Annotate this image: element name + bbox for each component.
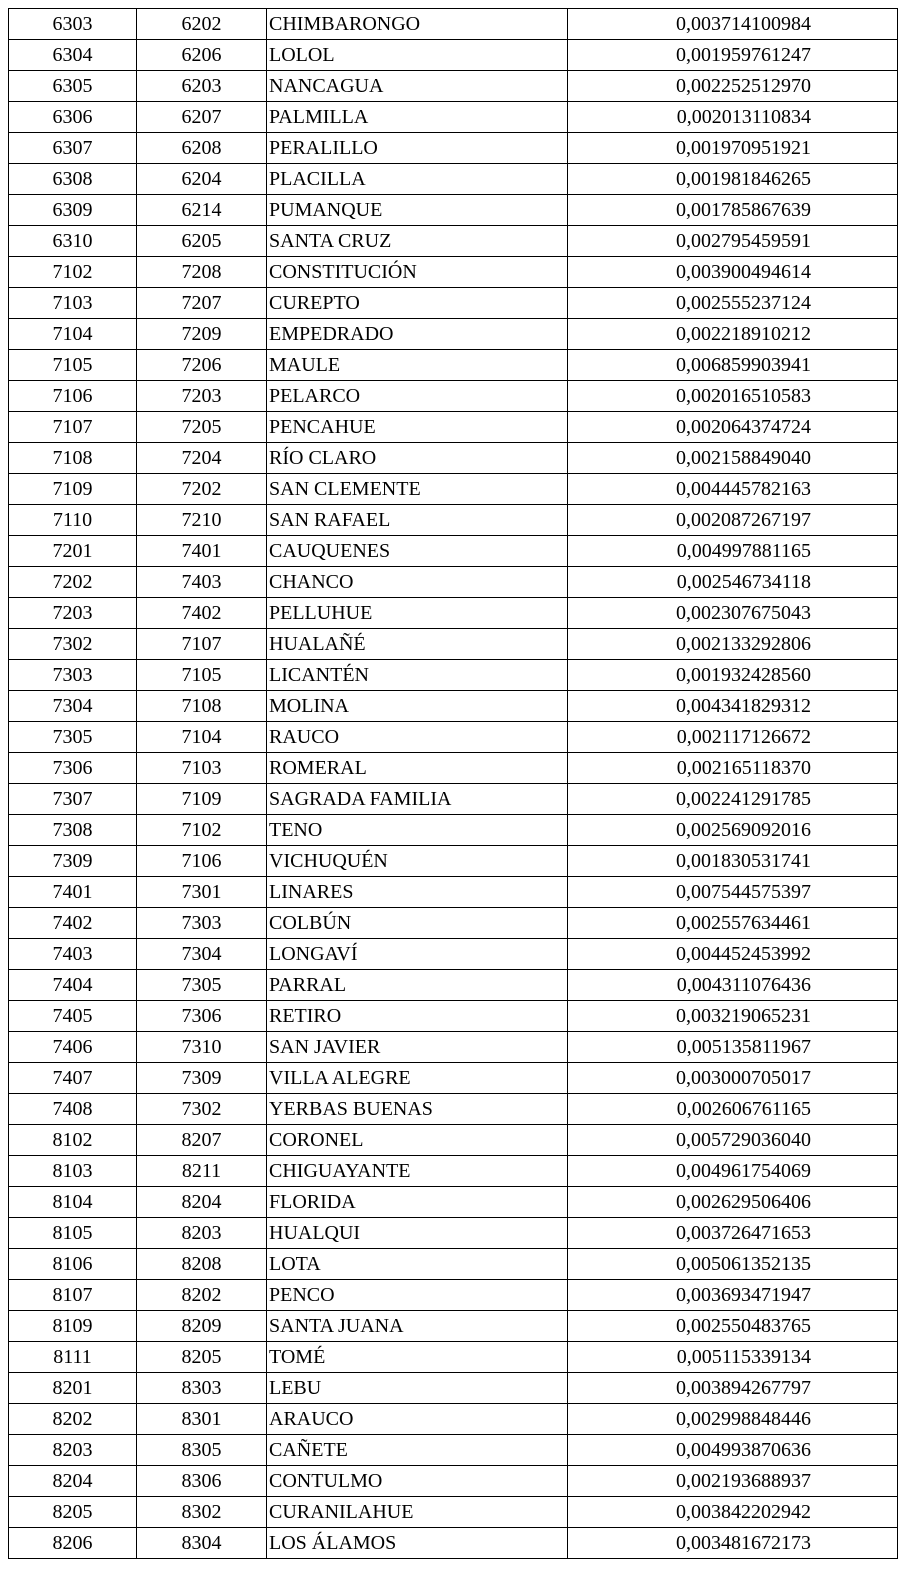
table-row [9,722,898,753]
commune-name-cell: LICANTÉN [267,660,568,691]
table-row [9,939,898,970]
table-row [9,1001,898,1032]
table-row [9,691,898,722]
commune-name-cell: YERBAS BUENAS [267,1094,568,1125]
coefficient-cell: 0,004445782163 [568,474,898,505]
code-cell: 7407 [9,1063,137,1094]
coefficient-cell: 0,002569092016 [568,815,898,846]
table-row [9,536,898,567]
table-row [9,319,898,350]
table-row [9,1249,898,1280]
alt-code-cell: 6202 [137,9,267,40]
alt-code-cell: 7305 [137,970,267,1001]
coefficient-cell: 0,002165118370 [568,753,898,784]
code-cell: 7108 [9,443,137,474]
code-cell: 7306 [9,753,137,784]
alt-code-cell: 6206 [137,40,267,71]
alt-code-cell: 7206 [137,350,267,381]
table-row [9,1032,898,1063]
table-row [9,660,898,691]
alt-code-cell: 7207 [137,288,267,319]
commune-name-cell: PALMILLA [267,102,568,133]
commune-name-cell: PARRAL [267,970,568,1001]
coefficient-cell: 0,003714100984 [568,9,898,40]
code-cell: 7303 [9,660,137,691]
alt-code-cell: 8203 [137,1218,267,1249]
coefficient-cell: 0,005729036040 [568,1125,898,1156]
alt-code-cell: 7209 [137,319,267,350]
alt-code-cell: 8304 [137,1528,267,1559]
commune-name-cell: LOLOL [267,40,568,71]
code-cell: 8206 [9,1528,137,1559]
alt-code-cell: 6205 [137,226,267,257]
coefficient-cell: 0,004993870636 [568,1435,898,1466]
coefficient-cell: 0,002629506406 [568,1187,898,1218]
coefficient-cell: 0,003894267797 [568,1373,898,1404]
table-row [9,1125,898,1156]
alt-code-cell: 7303 [137,908,267,939]
code-cell: 7308 [9,815,137,846]
commune-name-cell: LOS ÁLAMOS [267,1528,568,1559]
coefficient-cell: 0,001959761247 [568,40,898,71]
alt-code-cell: 7306 [137,1001,267,1032]
table-row [9,1373,898,1404]
code-cell: 7109 [9,474,137,505]
coefficient-cell: 0,002795459591 [568,226,898,257]
table-body [9,9,898,1559]
alt-code-cell: 7310 [137,1032,267,1063]
alt-code-cell: 7109 [137,784,267,815]
alt-code-cell: 8301 [137,1404,267,1435]
alt-code-cell: 8207 [137,1125,267,1156]
alt-code-cell: 8306 [137,1466,267,1497]
code-cell: 6310 [9,226,137,257]
table-row [9,1528,898,1559]
table-row [9,288,898,319]
commune-name-cell: CAUQUENES [267,536,568,567]
code-cell: 7103 [9,288,137,319]
coefficient-cell: 0,004961754069 [568,1156,898,1187]
coefficient-cell: 0,002546734118 [568,567,898,598]
table-row [9,1404,898,1435]
code-cell: 7104 [9,319,137,350]
coefficient-cell: 0,002606761165 [568,1094,898,1125]
code-cell: 7105 [9,350,137,381]
alt-code-cell: 7210 [137,505,267,536]
coefficient-cell: 0,002013110834 [568,102,898,133]
alt-code-cell: 8202 [137,1280,267,1311]
alt-code-cell: 7301 [137,877,267,908]
commune-name-cell: MAULE [267,350,568,381]
table-row [9,71,898,102]
coefficient-cell: 0,003219065231 [568,1001,898,1032]
code-cell: 8204 [9,1466,137,1497]
commune-name-cell: RAUCO [267,722,568,753]
coefficient-cell: 0,003726471653 [568,1218,898,1249]
coefficient-cell: 0,004452453992 [568,939,898,970]
coefficient-cell: 0,007544575397 [568,877,898,908]
commune-name-cell: CONTULMO [267,1466,568,1497]
commune-name-cell: LONGAVÍ [267,939,568,970]
commune-name-cell: PERALILLO [267,133,568,164]
alt-code-cell: 8303 [137,1373,267,1404]
alt-code-cell: 8204 [137,1187,267,1218]
alt-code-cell: 7208 [137,257,267,288]
alt-code-cell: 7304 [137,939,267,970]
code-cell: 8202 [9,1404,137,1435]
code-cell: 7408 [9,1094,137,1125]
coefficient-cell: 0,001970951921 [568,133,898,164]
coefficient-cell: 0,002193688937 [568,1466,898,1497]
alt-code-cell: 7102 [137,815,267,846]
commune-name-cell: PELLUHUE [267,598,568,629]
table-row [9,9,898,40]
commune-name-cell: CUREPTO [267,288,568,319]
table-row [9,1156,898,1187]
code-cell: 8103 [9,1156,137,1187]
table-row [9,381,898,412]
table-row [9,784,898,815]
table-row [9,815,898,846]
table-row [9,846,898,877]
code-cell: 7305 [9,722,137,753]
table-row [9,1497,898,1528]
commune-name-cell: SAGRADA FAMILIA [267,784,568,815]
commune-name-cell: PENCO [267,1280,568,1311]
coefficient-cell: 0,002998848446 [568,1404,898,1435]
coefficient-cell: 0,006859903941 [568,350,898,381]
commune-name-cell: SANTA CRUZ [267,226,568,257]
commune-name-cell: COLBÚN [267,908,568,939]
coefficient-cell: 0,002158849040 [568,443,898,474]
table-row [9,1187,898,1218]
table-row [9,1280,898,1311]
commune-name-cell: CONSTITUCIÓN [267,257,568,288]
alt-code-cell: 7107 [137,629,267,660]
table-row [9,1311,898,1342]
commune-name-cell: HUALQUI [267,1218,568,1249]
alt-code-cell: 7403 [137,567,267,598]
commune-name-cell: ROMERAL [267,753,568,784]
table-row [9,753,898,784]
table-row [9,102,898,133]
coefficient-cell: 0,002087267197 [568,505,898,536]
code-cell: 7302 [9,629,137,660]
coefficient-cell: 0,002064374724 [568,412,898,443]
table-row [9,133,898,164]
code-cell: 8111 [9,1342,137,1373]
alt-code-cell: 7103 [137,753,267,784]
alt-code-cell: 6214 [137,195,267,226]
code-cell: 7102 [9,257,137,288]
coefficient-cell: 0,005061352135 [568,1249,898,1280]
code-cell: 8106 [9,1249,137,1280]
alt-code-cell: 7402 [137,598,267,629]
code-cell: 7304 [9,691,137,722]
code-cell: 6303 [9,9,137,40]
coefficient-cell: 0,004341829312 [568,691,898,722]
coefficient-cell: 0,003842202942 [568,1497,898,1528]
alt-code-cell: 7104 [137,722,267,753]
table-row [9,226,898,257]
table-row [9,970,898,1001]
alt-code-cell: 7105 [137,660,267,691]
coefficient-cell: 0,002218910212 [568,319,898,350]
code-cell: 8102 [9,1125,137,1156]
commune-name-cell: LOTA [267,1249,568,1280]
code-cell: 7403 [9,939,137,970]
table-row [9,443,898,474]
code-cell: 7107 [9,412,137,443]
alt-code-cell: 7205 [137,412,267,443]
table-row [9,1094,898,1125]
coefficient-cell: 0,005115339134 [568,1342,898,1373]
code-cell: 7106 [9,381,137,412]
table-row [9,629,898,660]
alt-code-cell: 8305 [137,1435,267,1466]
commune-name-cell: SAN RAFAEL [267,505,568,536]
commune-name-cell: MOLINA [267,691,568,722]
coefficient-cell: 0,002550483765 [568,1311,898,1342]
commune-name-cell: HUALAÑÉ [267,629,568,660]
coefficient-cell: 0,002252512970 [568,71,898,102]
commune-name-cell: CORONEL [267,1125,568,1156]
commune-name-cell: PUMANQUE [267,195,568,226]
commune-name-cell: CURANILAHUE [267,1497,568,1528]
code-cell: 7309 [9,846,137,877]
coefficient-cell: 0,002557634461 [568,908,898,939]
commune-name-cell: SANTA JUANA [267,1311,568,1342]
commune-coefficient-table [8,8,898,1559]
table-row [9,350,898,381]
coefficient-cell: 0,004311076436 [568,970,898,1001]
alt-code-cell: 7401 [137,536,267,567]
alt-code-cell: 7108 [137,691,267,722]
code-cell: 8109 [9,1311,137,1342]
commune-name-cell: SAN JAVIER [267,1032,568,1063]
code-cell: 7110 [9,505,137,536]
code-cell: 7203 [9,598,137,629]
commune-name-cell: CHIMBARONGO [267,9,568,40]
commune-name-cell: CHIGUAYANTE [267,1156,568,1187]
commune-name-cell: CHANCO [267,567,568,598]
code-cell: 6306 [9,102,137,133]
coefficient-cell: 0,002307675043 [568,598,898,629]
coefficient-cell: 0,001981846265 [568,164,898,195]
commune-name-cell: RETIRO [267,1001,568,1032]
alt-code-cell: 7106 [137,846,267,877]
code-cell: 8201 [9,1373,137,1404]
commune-name-cell: PELARCO [267,381,568,412]
commune-name-cell: PLACILLA [267,164,568,195]
code-cell: 8104 [9,1187,137,1218]
code-cell: 6305 [9,71,137,102]
code-cell: 7405 [9,1001,137,1032]
code-cell: 6304 [9,40,137,71]
commune-name-cell: TENO [267,815,568,846]
code-cell: 6308 [9,164,137,195]
coefficient-cell: 0,003693471947 [568,1280,898,1311]
table-row [9,877,898,908]
table-row [9,40,898,71]
alt-code-cell: 6208 [137,133,267,164]
table-row [9,474,898,505]
alt-code-cell: 8211 [137,1156,267,1187]
code-cell: 6307 [9,133,137,164]
code-cell: 8205 [9,1497,137,1528]
coefficient-cell: 0,001830531741 [568,846,898,877]
code-cell: 7406 [9,1032,137,1063]
commune-name-cell: VICHUQUÉN [267,846,568,877]
alt-code-cell: 8302 [137,1497,267,1528]
table-row [9,908,898,939]
coefficient-cell: 0,002555237124 [568,288,898,319]
coefficient-cell: 0,001932428560 [568,660,898,691]
commune-name-cell: FLORIDA [267,1187,568,1218]
commune-name-cell: NANCAGUA [267,71,568,102]
commune-name-cell: PENCAHUE [267,412,568,443]
coefficient-cell: 0,002133292806 [568,629,898,660]
coefficient-cell: 0,005135811967 [568,1032,898,1063]
code-cell: 8203 [9,1435,137,1466]
alt-code-cell: 6204 [137,164,267,195]
coefficient-cell: 0,002117126672 [568,722,898,753]
coefficient-cell: 0,004997881165 [568,536,898,567]
code-cell: 7404 [9,970,137,1001]
alt-code-cell: 7203 [137,381,267,412]
alt-code-cell: 6203 [137,71,267,102]
code-cell: 7402 [9,908,137,939]
coefficient-cell: 0,003481672173 [568,1528,898,1559]
alt-code-cell: 6207 [137,102,267,133]
commune-name-cell: CAÑETE [267,1435,568,1466]
table-row [9,567,898,598]
alt-code-cell: 7309 [137,1063,267,1094]
coefficient-cell: 0,002016510583 [568,381,898,412]
table-row [9,1342,898,1373]
commune-name-cell: RÍO CLARO [267,443,568,474]
code-cell: 6309 [9,195,137,226]
commune-name-cell: TOMÉ [267,1342,568,1373]
alt-code-cell: 7204 [137,443,267,474]
table-row [9,1435,898,1466]
table-row [9,505,898,536]
table-row [9,195,898,226]
alt-code-cell: 8205 [137,1342,267,1373]
commune-name-cell: ARAUCO [267,1404,568,1435]
table-row [9,412,898,443]
table-row [9,1466,898,1497]
coefficient-cell: 0,003000705017 [568,1063,898,1094]
commune-name-cell: EMPEDRADO [267,319,568,350]
coefficient-cell: 0,001785867639 [568,195,898,226]
commune-name-cell: LINARES [267,877,568,908]
code-cell: 7401 [9,877,137,908]
commune-name-cell: VILLA ALEGRE [267,1063,568,1094]
alt-code-cell: 8209 [137,1311,267,1342]
alt-code-cell: 7302 [137,1094,267,1125]
code-cell: 7307 [9,784,137,815]
code-cell: 8107 [9,1280,137,1311]
code-cell: 7201 [9,536,137,567]
table-row [9,1063,898,1094]
alt-code-cell: 7202 [137,474,267,505]
code-cell: 7202 [9,567,137,598]
commune-name-cell: LEBU [267,1373,568,1404]
code-cell: 8105 [9,1218,137,1249]
table-row [9,164,898,195]
coefficient-cell: 0,003900494614 [568,257,898,288]
coefficient-cell: 0,002241291785 [568,784,898,815]
table-row [9,1218,898,1249]
alt-code-cell: 8208 [137,1249,267,1280]
table-row [9,257,898,288]
commune-name-cell: SAN CLEMENTE [267,474,568,505]
table-row [9,598,898,629]
